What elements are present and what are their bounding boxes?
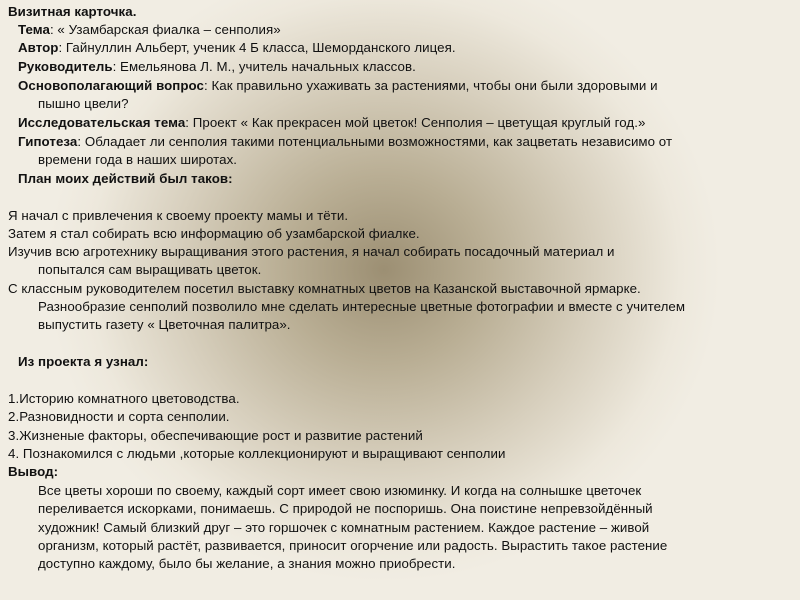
conclusion-line: организм, который растёт, развивается, приносит огорчение или радость. Вырастить такое растение [38, 538, 668, 553]
hypothesis-continuation: времени года в наших широтах. [38, 152, 238, 167]
question-label: Основополагающий вопрос [18, 78, 204, 93]
research-line [18, 114, 645, 132]
supervisor-label: Руководитель [18, 59, 113, 74]
conclusion-line: доступно каждому, было бы желание, а знания можно приобрести. [38, 556, 456, 571]
plan-item-3-continuation: попытался сам выращивать цветок. [38, 262, 262, 277]
learned-item: 1.Историю комнатного цветоводства. [8, 391, 240, 406]
question-line [18, 77, 658, 95]
author-label: Автор [18, 40, 59, 55]
plan-item-4-continuation: выпустить газету « Цветочная палитра». [38, 317, 291, 332]
research-label: Исследовательская тема [18, 115, 186, 130]
learned-item: 2.Разновидности и сорта сенполии. [8, 409, 230, 424]
plan-item-1: Я начал с привлечения к своему проекту мамы и тёти. [8, 208, 349, 223]
plan-item-2: Затем я стал собирать всю информацию об узамбарской фиалке. [8, 226, 420, 241]
question-value: : Как правильно ухаживать за растениями, чтобы они были здоровыми и [204, 78, 658, 93]
learned-item: 4. Познакомился с людьми ,которые коллекционируют и выращивают сенполии [8, 446, 506, 461]
learned-heading: Из проекта я узнал: [18, 354, 149, 369]
topic-label: Тема [18, 22, 50, 37]
plan-item-4: С классным руководителем посетил выставку комнатных цветов на Казанской выставочной ярмарке. [8, 281, 641, 296]
hypothesis-line [18, 133, 672, 151]
conclusion-heading: Вывод: [8, 464, 59, 479]
plan-item-3: Изучив всю агротехнику выращивания этого растения, я начал собирать посадочный материал и [8, 244, 615, 259]
question-continuation: пышно цвели? [38, 96, 129, 111]
supervisor-line [18, 58, 416, 76]
hypothesis-value: : Обладает ли сенполия такими потенциальными возможностями, как зацветать независимо от [77, 134, 673, 149]
author-line [18, 39, 456, 57]
plan-heading: План моих действий был таков: [18, 171, 233, 186]
author-value: : Гайнуллин Альберт, ученик 4 Б класса, Шеморданского лицея. [58, 40, 456, 55]
learned-item: 3.Жизненые факторы, обеспечивающие рост и развитие растений [8, 428, 423, 443]
topic-line [18, 21, 281, 39]
supervisor-value: : Емельянова Л. М., учитель начальных классов. [112, 59, 416, 74]
research-value: : Проект « Как прекрасен мой цветок! Сенполия – цветущая круглый год.» [185, 115, 646, 130]
hypothesis-label: Гипотеза [18, 134, 78, 149]
topic-value: : « Узамбарская фиалка – сенполия» [49, 22, 281, 37]
conclusion-line: художник! Самый близкий друг – это горшочек с комнатным растением. Каждое растение – живой [38, 520, 650, 535]
plan-item-4-continuation: Разнообразие сенполий позволило мне сделать интересные цветные фотографии и вместе с учителем [38, 299, 686, 314]
conclusion-line: переливается искорками, понимаешь. С природой не поспоришь. Она поистине непревзойдённый [38, 501, 653, 516]
conclusion-line: Все цветы хороши по своему, каждый сорт имеет свою изюминку. И когда на солнышке цветочек [38, 483, 642, 498]
card-title: Визитная карточка. [8, 4, 137, 19]
